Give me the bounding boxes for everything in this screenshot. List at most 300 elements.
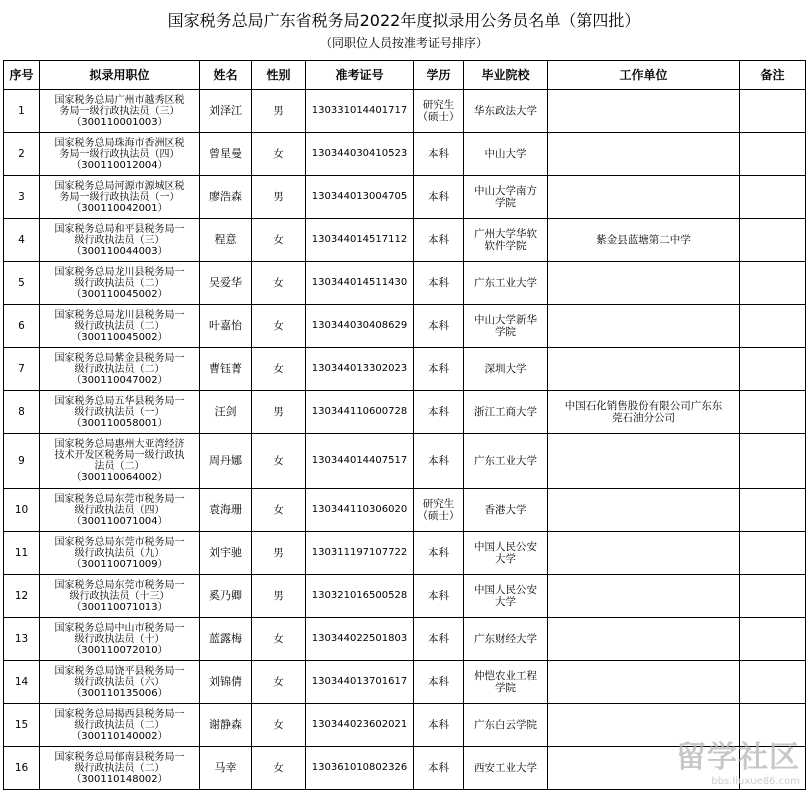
cell-position-line: 级行政执法员（十三） [69,590,170,602]
cell-school-line: 仲恺农业工程 [474,670,537,682]
cell-no-line: 15 [14,719,29,731]
cell-position [40,618,200,661]
cell-school [464,747,548,790]
cell-no [4,661,40,704]
table-row [4,262,806,305]
cell-no [4,133,40,176]
cell-position-line: 务局一级行政执法员（四） [59,148,180,160]
cell-education-line: 本科 [428,406,449,418]
cell-sex-line: 男 [273,105,284,117]
cell-school-line: 中山大学新华 [474,314,537,326]
cell-note [740,219,806,262]
cell-school-line: 深圳大学 [484,363,527,375]
cell-name-line: 奚乃卿 [209,589,242,602]
cell-position-line: 级行政执法员（三） [74,234,165,246]
cell-school-line: 西安工业大学 [474,762,537,774]
cell-position [40,133,200,176]
cell-name [200,434,252,489]
cell-name-line: 廖浩森 [209,190,242,203]
cell-position-line: （300110071009） [71,558,168,570]
cell-education-line: 本科 [428,590,449,602]
cell-position-line: 级行政执法员（二） [74,363,165,375]
cell-sex-line: 女 [273,320,284,332]
header-position: 拟录用职位 [40,61,200,90]
cell-position [40,90,200,133]
cell-education [414,434,464,489]
cell-name [200,262,252,305]
cell-education [414,219,464,262]
cell-education [414,489,464,532]
cell-no-line: 4 [18,234,25,246]
cell-no-line: 13 [14,633,29,645]
cell-position-line: 级行政执法员（二） [74,277,165,289]
cell-position-line: 务局一级行政执法员（三） [59,105,180,117]
cell-note [740,305,806,348]
cell-sex-line: 女 [273,277,284,289]
table-row [4,133,806,176]
table-row [4,489,806,532]
cell-school-line: 中国人民公安 [474,584,537,596]
cell-position-line: 国家税务总局龙川县税务局一 [54,309,185,321]
cell-education [414,532,464,575]
cell-exam-id-line: 130344014517112 [311,234,408,245]
cell-position-line: （300110071004） [71,515,168,527]
cell-name [200,661,252,704]
cell-school [464,305,548,348]
cell-exam-id [306,176,414,219]
cell-name [200,305,252,348]
cell-note [740,262,806,305]
cell-position-line: 级行政执法员（二） [74,320,165,332]
cell-school-line: 软件学院 [484,240,527,252]
cell-position-line: 级行政执法员（二） [74,719,165,731]
cell-education [414,747,464,790]
cell-no-line: 5 [18,277,25,289]
cell-no [4,262,40,305]
cell-note [740,532,806,575]
cell-name-line: 刘泽江 [209,104,242,117]
cell-exam-id-line: 130344014511430 [311,277,408,288]
header-exam-id: 准考证号 [306,61,414,90]
cell-note [740,618,806,661]
cell-name-line: 谢静森 [209,718,242,731]
cell-sex-line: 男 [273,191,284,203]
table-row [4,532,806,575]
cell-name-line: 马幸 [214,761,237,774]
cell-sex [252,305,306,348]
cell-education-line: 本科 [428,148,449,160]
cell-exam-id [306,747,414,790]
cell-position-line: 级行政执法员（十） [74,633,165,645]
watermark-url: bbs.liuxue86.com [711,776,800,787]
cell-position-line: （300110072010） [71,644,168,656]
cell-school [464,618,548,661]
cell-note [740,489,806,532]
cell-position-line: 国家税务总局河源市源城区税 [54,180,185,192]
cell-exam-id-line: 130361010802326 [311,762,408,773]
cell-school [464,661,548,704]
cell-no [4,219,40,262]
cell-school [464,219,548,262]
cell-school-line: 广东工业大学 [474,277,537,289]
cell-education [414,391,464,434]
header-name: 姓名 [200,61,252,90]
cell-school [464,532,548,575]
cell-workplace-line: 莞石油分公司 [612,412,675,424]
cell-education-line: 本科 [428,363,449,375]
cell-position-line: （300110042001） [71,202,168,214]
cell-exam-id-line: 130344013004705 [311,191,408,202]
cell-no [4,704,40,747]
cell-school-line: 中国人民公安 [474,541,537,553]
cell-exam-id-line: 130344013302023 [311,363,408,374]
cell-workplace [548,575,740,618]
cell-school-line: 中山大学 [484,148,527,160]
cell-exam-id [306,618,414,661]
cell-workplace [548,262,740,305]
cell-no-line: 9 [18,455,25,467]
table-row [4,348,806,391]
cell-exam-id [306,219,414,262]
cell-sex-line: 女 [273,148,284,160]
cell-position-line: 级行政执法员（六） [74,676,165,688]
cell-note [740,348,806,391]
cell-school [464,434,548,489]
cell-sex-line: 男 [273,547,284,559]
cell-workplace [548,434,740,489]
cell-education [414,618,464,661]
header-sex: 性别 [252,61,306,90]
cell-name [200,391,252,434]
cell-name [200,747,252,790]
cell-position [40,661,200,704]
cell-position [40,348,200,391]
table-row [4,176,806,219]
cell-school [464,704,548,747]
cell-exam-id [306,305,414,348]
cell-position-line: 务局一级行政执法员（一） [59,191,180,203]
cell-no-line: 12 [14,590,29,602]
cell-education-line: 本科 [428,762,449,774]
cell-exam-id-line: 130344110306020 [311,504,408,515]
page-subtitle: （同职位人员按准考证号排序） [319,36,488,50]
cell-position [40,305,200,348]
cell-position-line: （300110135006） [71,687,168,699]
cell-school-line: 广东白云学院 [474,719,537,731]
cell-position-line: （300110058001） [71,417,168,429]
cell-position-line: （300110044003） [71,245,168,257]
cell-note [740,133,806,176]
cell-exam-id-line: 130344030410523 [311,148,408,159]
cell-school-line: 广东工业大学 [474,455,537,467]
cell-no [4,575,40,618]
cell-workplace [548,219,740,262]
cell-sex-line: 女 [273,455,284,467]
cell-education-line: 本科 [428,676,449,688]
cell-sex-line: 女 [273,676,284,688]
cell-position-line: （300110045002） [71,288,168,300]
cell-exam-id-line: 130344013701617 [311,676,408,687]
cell-school-line: 广东财经大学 [474,633,537,645]
cell-position-line: 国家税务总局东莞市税务局一 [54,536,185,548]
header-school: 毕业院校 [464,61,548,90]
cell-position-line: （300110012004） [71,159,168,171]
cell-education-line: 本科 [428,547,449,559]
cell-workplace-line: 中国石化销售股份有限公司广东东 [564,400,723,412]
cell-no [4,747,40,790]
cell-education [414,176,464,219]
cell-exam-id [306,489,414,532]
cell-exam-id-line: 130311197107722 [311,547,408,558]
cell-name-line: 叶嘉怡 [209,319,242,332]
cell-note [740,661,806,704]
cell-no [4,391,40,434]
cell-school [464,90,548,133]
cell-sex [252,434,306,489]
cell-education [414,305,464,348]
cell-position-line: 国家税务总局东莞市税务局一 [54,493,185,505]
cell-note [740,90,806,133]
cell-note [740,391,806,434]
cell-workplace [548,133,740,176]
cell-name-line: 程意 [214,233,237,246]
cell-sex [252,391,306,434]
cell-sex-line: 女 [273,504,284,516]
cell-no-line: 10 [14,504,29,516]
cell-sex [252,747,306,790]
cell-sex [252,176,306,219]
cell-education [414,348,464,391]
cell-position-line: （300110140002） [71,730,168,742]
cell-position [40,262,200,305]
cell-position-line: （300110064002） [71,472,168,483]
cell-exam-id [306,434,414,489]
cell-school-line: 华东政法大学 [474,105,537,117]
cell-sex [252,704,306,747]
cell-no-line: 6 [18,320,25,332]
cell-name-line: 吴爱华 [209,276,242,289]
cell-education [414,704,464,747]
cell-position [40,532,200,575]
cell-education-line: 研究生 [422,99,455,111]
header-no: 序号 [4,61,40,90]
cell-school-line: 浙江工商大学 [474,406,537,418]
cell-position-line: 国家税务总局饶平县税务局一 [54,665,185,677]
cell-education [414,661,464,704]
cell-school-line: 香港大学 [484,504,527,516]
document-header [0,0,808,60]
cell-education [414,133,464,176]
cell-school-line: 大学 [495,596,516,608]
cell-workplace [548,348,740,391]
cell-school [464,348,548,391]
cell-no-line: 16 [14,762,29,774]
cell-no-line: 11 [14,547,29,559]
cell-sex [252,219,306,262]
cell-name [200,532,252,575]
cell-note [740,575,806,618]
cell-no [4,532,40,575]
cell-school [464,575,548,618]
cell-education-line: 本科 [428,719,449,731]
cell-position [40,489,200,532]
cell-sex-line: 女 [273,762,284,774]
cell-name [200,704,252,747]
cell-education-line: （硕士） [417,510,460,522]
cell-school [464,489,548,532]
cell-exam-id-line: 130344110600728 [311,406,408,417]
cell-sex [252,532,306,575]
cell-workplace [548,176,740,219]
cell-name [200,176,252,219]
table-header-row [4,61,806,90]
table-row [4,661,806,704]
cell-position-line: 技术开发区税务局一级行政执 [54,450,185,461]
cell-exam-id [306,133,414,176]
cell-no [4,90,40,133]
cell-education [414,575,464,618]
cell-sex [252,489,306,532]
table-row [4,219,806,262]
cell-position-line: 国家税务总局郁南县税务局一 [54,751,185,763]
cell-workplace [548,532,740,575]
cell-exam-id-line: 130344022501803 [311,633,408,644]
watermark-logo [630,740,800,792]
cell-position-line: 级行政执法员（九） [74,547,165,559]
cell-exam-id [306,704,414,747]
header-education: 学历 [414,61,464,90]
cell-workplace-line: 紫金县蓝塘第二中学 [596,234,691,246]
cell-no [4,305,40,348]
cell-no-line: 1 [18,105,25,117]
cell-name-line: 曹钰菁 [209,362,242,375]
cell-no [4,618,40,661]
cell-position [40,176,200,219]
cell-position-line: 国家税务总局五华县税务局一 [54,395,185,407]
cell-position-line: 国家税务总局紫金县税务局一 [54,352,185,364]
cell-no [4,489,40,532]
cell-position-line: 国家税务总局中山市税务局一 [54,622,185,634]
cell-name [200,90,252,133]
cell-sex [252,133,306,176]
cell-exam-id-line: 130344014407517 [311,455,408,466]
cell-name-line: 周丹娜 [209,454,242,467]
table-row [4,575,806,618]
cell-sex-line: 女 [273,719,284,731]
cell-workplace [548,305,740,348]
cell-no [4,348,40,391]
cell-education-line: 本科 [428,633,449,645]
cell-no-line: 14 [14,676,29,688]
cell-position [40,747,200,790]
cell-name [200,489,252,532]
cell-note [740,434,806,489]
cell-education-line: 研究生 [422,498,455,510]
cell-exam-id [306,90,414,133]
cell-education [414,90,464,133]
cell-exam-id [306,575,414,618]
cell-position-line: （300110047002） [71,374,168,386]
cell-sex [252,348,306,391]
cell-position-line: 国家税务总局和平县税务局一 [54,223,185,235]
table-row [4,90,806,133]
cell-position-line: （300110071013） [71,601,168,613]
cell-no-line: 7 [18,363,25,375]
cell-position-line: 国家税务总局珠海市香洲区税 [54,137,185,149]
page-title: 国家税务总局广东省税务局2022年度拟录用公务员名单（第四批） [167,11,641,30]
cell-exam-id [306,532,414,575]
cell-sex-line: 女 [273,234,284,246]
cell-school [464,262,548,305]
cell-no [4,176,40,219]
cell-education-line: 本科 [428,277,449,289]
cell-name [200,575,252,618]
cell-exam-id [306,348,414,391]
cell-sex-line: 男 [273,406,284,418]
cell-position-line: 级行政执法员（二） [74,762,165,774]
cell-position [40,575,200,618]
cell-exam-id-line: 130344023602021 [311,719,408,730]
cell-school-line: 学院 [495,682,516,694]
cell-position-line: 级行政执法员（四） [74,504,165,516]
cell-education-line: （硕士） [417,111,460,123]
cell-school-line: 大学 [495,553,516,565]
cell-exam-id [306,661,414,704]
cell-no-line: 3 [18,191,25,203]
cell-position-line: 国家税务总局广州市越秀区税 [54,94,185,106]
header-workplace: 工作单位 [548,61,740,90]
cell-workplace [548,391,740,434]
cell-no [4,434,40,489]
cell-sex [252,575,306,618]
cell-education-line: 本科 [428,320,449,332]
cell-workplace [548,618,740,661]
cell-workplace [548,489,740,532]
cell-position-line: （300110001003） [71,116,168,128]
cell-education-line: 本科 [428,455,449,467]
cell-position-line: 级行政执法员（一） [74,406,165,418]
cell-school [464,391,548,434]
cell-position [40,219,200,262]
cell-education-line: 本科 [428,191,449,203]
cell-name [200,219,252,262]
cell-school-line: 广州大学华软 [474,228,537,240]
cell-name-line: 刘锦倩 [209,675,242,688]
watermark-text: 留学社区 [676,740,800,775]
cell-no-line: 2 [18,148,25,160]
cell-exam-id [306,391,414,434]
table-row [4,305,806,348]
cell-exam-id-line: 130331014401717 [311,105,408,116]
cell-school-line: 中山大学南方 [474,185,537,197]
cell-name [200,133,252,176]
cell-school [464,176,548,219]
cell-name [200,618,252,661]
cell-name-line: 曾星曼 [209,147,242,160]
cell-workplace [548,90,740,133]
cell-position-line: （300110148002） [71,773,168,785]
cell-education [414,262,464,305]
cell-no-line: 8 [18,406,25,418]
cell-position [40,704,200,747]
cell-position-line: 国家税务总局揭西县税务局一 [54,708,185,720]
cell-position [40,391,200,434]
cell-position-line: 国家税务总局东莞市税务局一 [54,579,185,591]
cell-name-line: 汪剑 [214,405,237,418]
table-row [4,434,806,489]
cell-education-line: 本科 [428,234,449,246]
table-row [4,618,806,661]
